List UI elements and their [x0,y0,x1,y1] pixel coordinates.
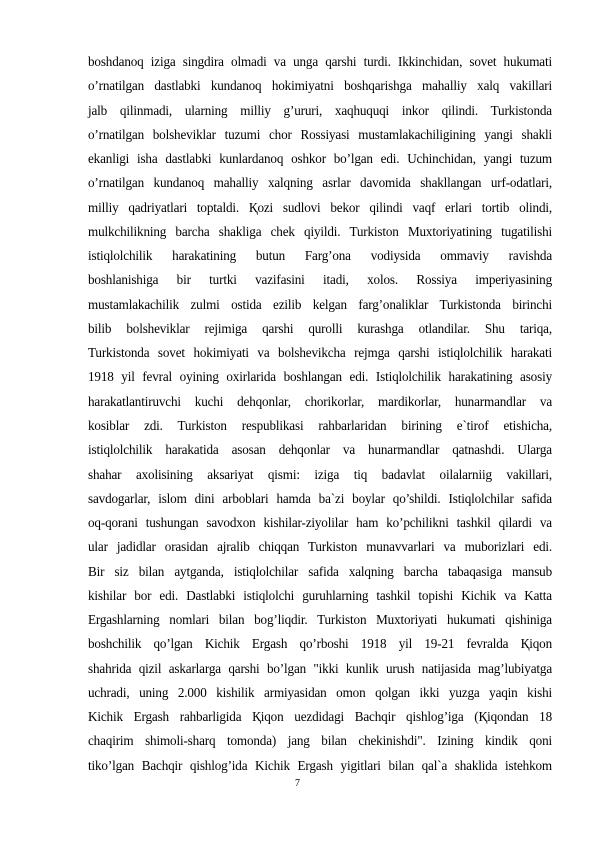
text-line: boshchilik qo’lgan Kichik Ergash qo’rboshi 1918 yil 19-21 fevralda Қiqon [88,636,552,652]
text-line: istiqlolchilik harakatining butun Farg’ona vodiysida ommaviy ravishda [88,248,552,264]
text-line: tiko’lgan Bachqir qishlog’ida Kichik Ergash yigitlari bilan qal`a shaklida istehkom [88,757,552,773]
text-line: shahar axolisining aksariyat qismi: iziga tiq badavlat oilalarniig vakillari, [88,466,552,482]
text-line: o’rnatilgan bolsheviklar tuzumi chor Rossiyasi mustamlakachiligining yangi shakli [88,126,552,142]
text-line: chaqirim shimoli-sharq tomonda) jang bilan chekinishdi". Izining kindik qoni [88,733,552,749]
text-line: milliy qadriyatlari toptaldi. Қozi sudlovi bekor qilindi vaqf erlari tortib olindi, [88,199,552,215]
text-line: mulkchilikning barcha shakliga chek qiyildi. Turkiston Muxtoriyatining tugatilishi [88,223,552,239]
text-line: Turkistonda sovet hokimiyati va bolshevikcha rejmga qarshi istiqlolchilik harakati [88,345,552,361]
text-line: mustamlakachilik zulmi ostida ezilib kelgan farg’onaliklar Turkistonda birinchi [88,296,552,312]
text-line: oq-qorani tushungan savodxon kishilar-ziyolilar ham ko’pchilikni tashkil qilardi va [88,515,552,531]
text-line: istiqlolchilik harakatida asosan dehqonlar va hunarmandlar qatnashdi. Ularga [88,442,552,458]
page-number: 7 [295,778,300,789]
text-line: ular jadidlar orasidan ajralib chiqqan Turkiston munavvarlari va muborizlari edi. [88,539,552,555]
text-line: bilib bolsheviklar rejimiga qarshi qurolli kurashga otlandilar. Shu tariqa, [88,320,552,336]
text-line: uchradi, uning 2.000 kishilik armiyasidan omon qolgan ikki yuzga yaqin kishi [88,684,552,700]
text-line: ekanligi isha dastlabki kunlardanoq oshkor bo’lgan edi. Uchinchidan, yangi tuzum [88,151,552,167]
text-line: savdogarlar, islom dini arboblari hamda ba`zi boylar qo’shildi. Istiqlolchilar safida [88,490,552,506]
text-line: boshdanoq iziga singdira olmadi va unga qarshi turdi. Ikkinchidan, sovet hukumati [88,54,552,69]
text-line: boshlanishiga bir turtki vazifasini itadi, xolos. Rossiya imperiyasining [88,272,552,288]
text-line: kishilar bor edi. Dastlabki istiqlolchi guruhlarning tashkil topishi Kichik va Katta [88,587,552,603]
text-line: Kichik Ergash rahbarligida Қiqon uezdidagi Bachqir qishlog’iga (Қiqondan 18 [88,709,552,725]
text-line: o’rnatilgan kundanoq mahalliy xalqning asrlar davomida shakllangan urf-odatlari, [88,175,552,191]
text-line: harakatlantiruvchi kuchi dehqonlar, chorikorlar, mardikorlar, hunarmandlar va [88,393,552,409]
text-line: kosiblar zdi. Turkiston respublikasi rahbarlaridan birining e`tirof etishicha, [88,417,552,433]
text-line: 1918 yil fevral oyining oxirlarida boshlangan edi. Istiqlolchilik harakatining asosiy [88,369,552,385]
text-line: Bir siz bilan aytganda, istiqlolchilar safida xalqning barcha tabaqasiga mansub [88,563,552,579]
text-line: jalb qilinmadi, ularning milliy g’ururi, xaqhuquqi inkor qilindi. Turkistonda [88,102,552,118]
body-text [88,50,552,778]
text-line: o’rnatilgan dastlabki kundanoq hokimiyatni boshqarishga mahalliy xalq vakillari [88,78,552,94]
text-line: Ergashlarning nomlari bilan bog’liqdir. Turkiston Muxtoriyati hukumati qishiniga [88,612,552,628]
text-line: shahrida qizil askarlarga qarshi bo’lgan "ikki kunlik urush natijasida mag’lubiyatga [88,660,552,676]
